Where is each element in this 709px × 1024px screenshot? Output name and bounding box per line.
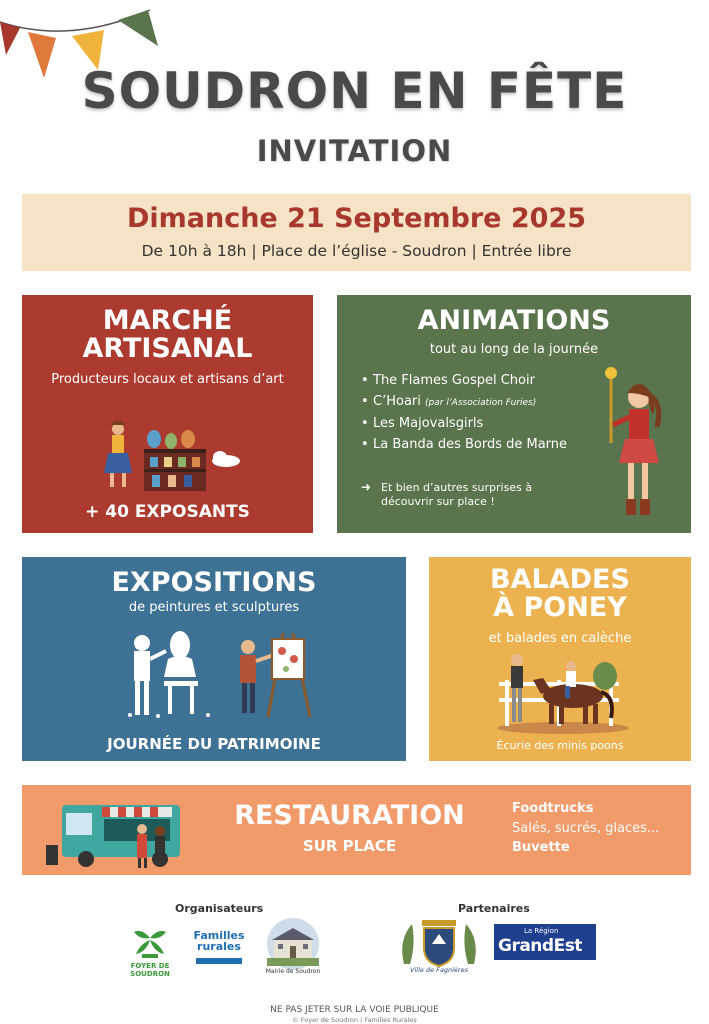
region-small-text: La Région [524, 927, 559, 935]
list-item [361, 373, 581, 389]
list-item [361, 416, 581, 432]
majorette-illustration [599, 365, 671, 525]
familles-logo-text: Familles rurales [193, 929, 245, 953]
list-item-label: The Flames Gospel Choir [373, 373, 535, 388]
restauration-buvette: Buvette [512, 840, 570, 855]
restauration-foodtrucks: Foodtrucks [512, 801, 594, 816]
page-subtitle: INVITATION [256, 134, 453, 168]
page-title: SOUDRON EN FÊTE [81, 62, 628, 120]
card-restauration [22, 785, 691, 875]
balades-footer: Écurie des minis poons [496, 739, 624, 752]
restauration-title: RESTAURATION [234, 800, 465, 831]
event-date: Dimanche 21 Septembre 2025 [126, 203, 587, 234]
balades-title [429, 566, 691, 623]
card-animations [337, 295, 691, 533]
copyright: © Foyer de Soudron | Familles Rurales [292, 1016, 417, 1024]
partenaires-label: Partenaires [458, 902, 530, 915]
arrow-right-icon: ➜ [361, 480, 372, 494]
region-grand-est-logo [494, 924, 596, 960]
expositions-footer: JOURNÉE DU PATRIMOINE [107, 735, 321, 753]
list-item-note: (par l’Association Furies) [425, 398, 537, 409]
list-item-label: La Banda des Bords de Marne [373, 436, 568, 452]
card-marche-artisanal [22, 295, 313, 533]
card-balades-poney [429, 557, 691, 761]
animations-subtitle: tout au long de la journée [429, 342, 599, 357]
fagnieres-caption: Ville de Fagnières [410, 966, 468, 974]
animations-more [361, 481, 571, 509]
pony-ride-illustration [493, 652, 633, 734]
food-truck-illustration [40, 795, 190, 871]
market-stall-illustration [96, 415, 248, 495]
restauration-subtitle: SUR PLACE [302, 837, 397, 855]
animations-title: ANIMATIONS [417, 305, 611, 336]
restauration-details [512, 799, 659, 858]
sculptor-painter-illustration [118, 629, 318, 721]
event-details: De 10h à 18h | Place de l’église - Soudron | Entrée libre [141, 242, 572, 260]
region-big-text: GrandEst [498, 936, 582, 956]
marche-title-line2: ARTISANAL [82, 333, 253, 365]
foyer-logo-text: FOYER DE SOUDRON [130, 962, 170, 978]
marche-subtitle: Producteurs locaux et artisans d’art [51, 372, 284, 387]
balades-title-line2: À PONEY [493, 592, 627, 624]
list-item-label: C’Hoari [373, 394, 421, 410]
balades-title-line1: BALADES [490, 564, 630, 595]
recycling-notice: NE PAS JETER SUR LA VOIE PUBLIQUE [270, 1005, 439, 1015]
expositions-title: EXPOSITIONS [111, 567, 317, 598]
marche-title [22, 307, 313, 364]
animations-list [361, 373, 581, 458]
marche-title-line1: MARCHÉ [102, 305, 233, 336]
list-item-label: Les Majovalsgirls [373, 415, 484, 431]
familles-logo-bar [196, 958, 242, 964]
card-expositions [22, 557, 406, 761]
date-banner [22, 194, 691, 271]
restauration-menu: Salés, sucrés, glaces... [512, 820, 660, 836]
list-item [361, 394, 581, 410]
expositions-subtitle: de peintures et sculptures [128, 600, 300, 615]
familles-rurales-logo [190, 922, 248, 970]
balades-subtitle: et balades en calèche [488, 631, 632, 646]
exposants-count: + 40 EXPOSANTS [85, 502, 250, 522]
organisateurs-label: Organisateurs [175, 902, 264, 915]
list-item [361, 437, 581, 453]
animations-more-text: Et bien d’autres surprises à découvrir sur place ! [381, 481, 533, 508]
mairie-caption: Mairie de Soudron [265, 968, 321, 975]
